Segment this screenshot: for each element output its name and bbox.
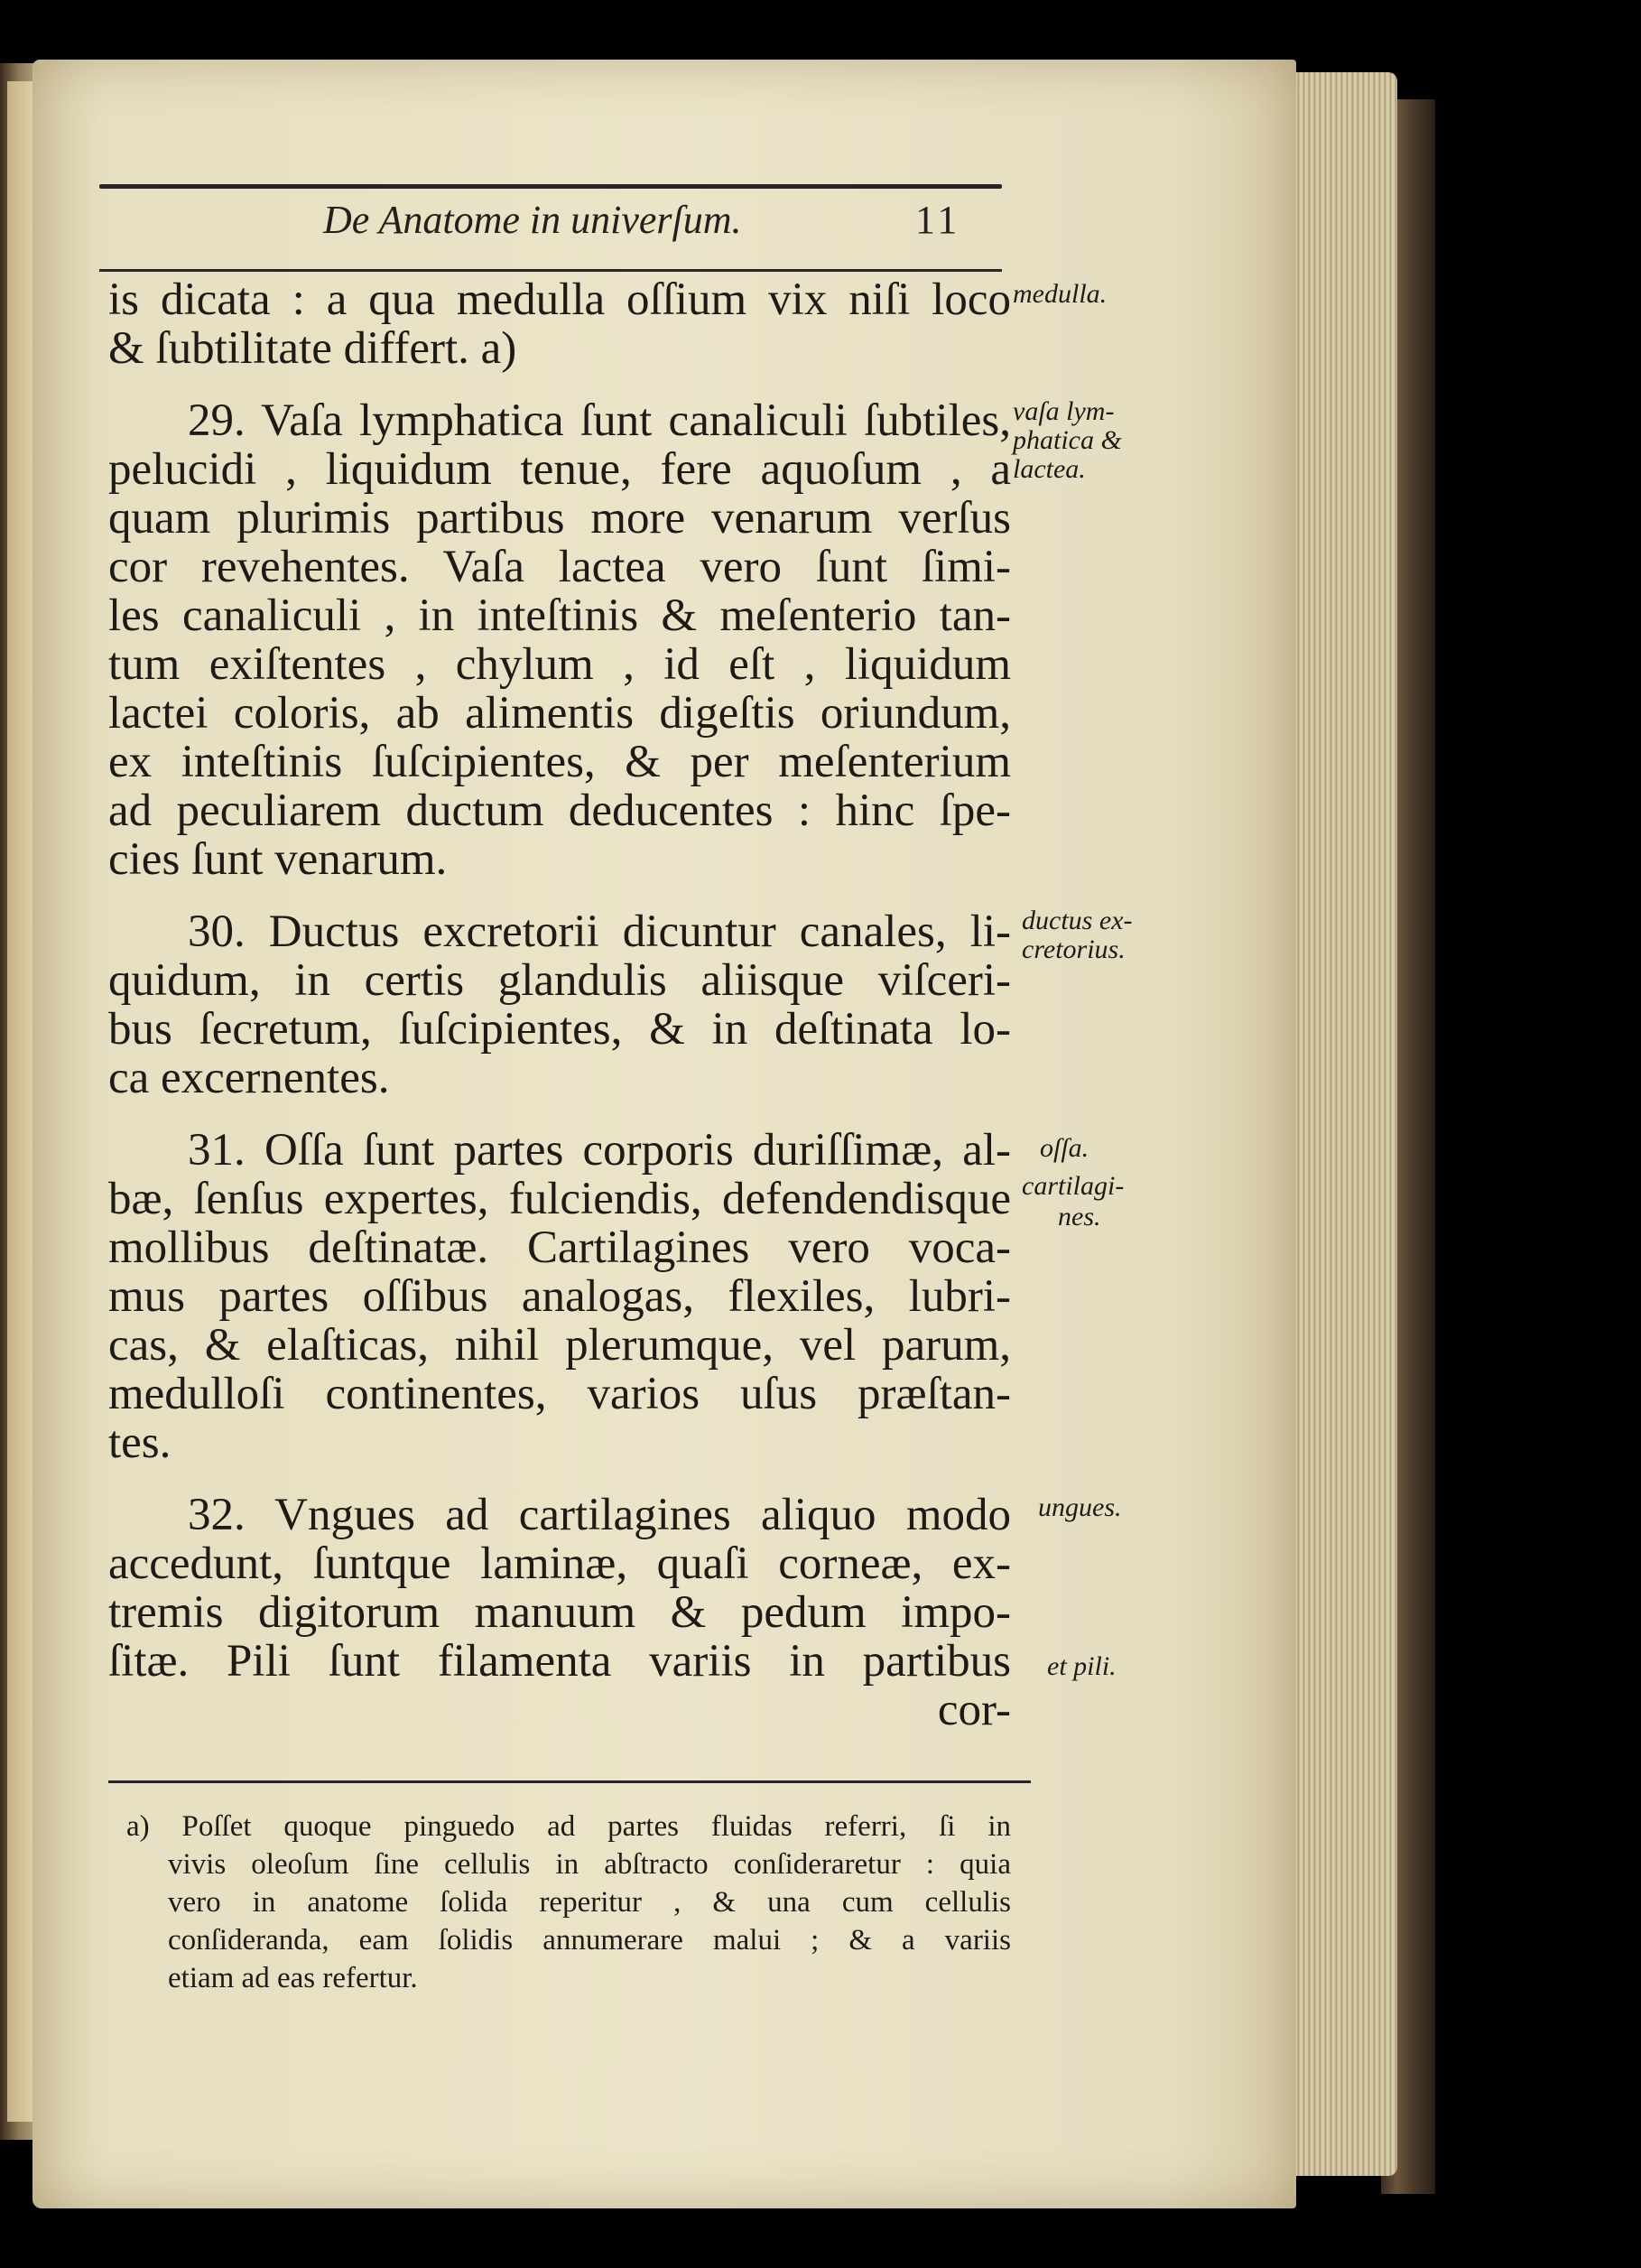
footnote-line: conſideranda, eam ſolidis annumerare malui ; & a variis xyxy=(168,1924,1011,1957)
text-line: accedunt, ſuntque laminæ, quaſi corneæ, ex- xyxy=(108,1538,1011,1589)
text-line: 32. Vngues ad cartilagines aliquo modo xyxy=(188,1490,1011,1540)
text-line: cas, & elaſticas, nihil plerumque, vel parum, xyxy=(108,1320,1011,1371)
text-line: ca excernentes. xyxy=(108,1053,390,1103)
margin-note-ossa: oſſa. xyxy=(1040,1133,1089,1163)
text-line: 29. Vaſa lymphatica ſunt canaliculi ſubtiles, xyxy=(188,395,1011,446)
running-head-title: De Anatome in univerſum. xyxy=(323,198,742,242)
text-line: cies ſunt venarum. xyxy=(108,834,448,885)
text-line: ſitæ. Pili ſunt filamenta variis in partibus xyxy=(108,1636,1011,1687)
margin-note-pili: et pili. xyxy=(1047,1651,1117,1681)
margin-note-ductus-2: cretorius. xyxy=(1022,934,1126,964)
footnote-line: etiam ad eas refertur. xyxy=(168,1962,418,1994)
text-line: cor revehentes. Vaſa lactea vero ſunt ſimi- xyxy=(108,542,1011,592)
footnote-line: vivis oleoſum ſine cellulis in abſtracto conſideraretur : quia xyxy=(168,1848,1011,1881)
footnote-line: a) Poſſet quoque pinguedo ad partes fluidas referri, ſi in xyxy=(126,1810,1011,1843)
footnote-rule xyxy=(108,1780,1031,1783)
margin-note-vasa-2: phatica & xyxy=(1013,425,1122,455)
paragraph-29 xyxy=(108,396,1011,884)
margin-note-medulla: medulla. xyxy=(1013,279,1108,309)
left-page-margin xyxy=(7,81,34,2122)
body-text xyxy=(108,275,1011,1734)
text-line: & ſubtilitate differt. a) xyxy=(108,323,517,374)
text-line: mollibus deſtinatæ. Cartilagines vero voca- xyxy=(108,1222,1011,1273)
header-rule-top xyxy=(99,184,1002,189)
footnote xyxy=(126,1808,1011,1997)
footnote-line: vero in anatome ſolida reperitur , & una cum cellulis xyxy=(168,1886,1011,1919)
text-line: les canaliculi , in inteſtinis & meſenterio tan- xyxy=(108,590,1011,641)
page-fore-edge xyxy=(1289,72,1397,2176)
paragraph-30 xyxy=(108,907,1011,1102)
text-line: mus partes oſſibus analogas, flexiles, lubri- xyxy=(108,1271,1011,1322)
text-line: quidum, in certis glandulis aliisque viſceri- xyxy=(108,955,1011,1006)
margin-note-ductus-1: ductus ex- xyxy=(1022,906,1133,935)
text-line: 30. Ductus excretorii dicuntur canales, li- xyxy=(188,906,1011,957)
text-line: bus ſecretum, ſuſcipientes, & in deſtinata lo- xyxy=(108,1004,1011,1055)
text-line: lactei coloris, ab alimentis digeſtis oriundum, xyxy=(108,688,1011,739)
margin-note-cartilagines-2: nes. xyxy=(1058,1202,1101,1232)
text-line: ex inteſtinis ſuſcipientes, & per meſenterium xyxy=(108,737,1011,787)
text-line: tes. xyxy=(108,1418,172,1468)
text-line: tum exiſtentes , chylum , id eſt , liquidum xyxy=(108,639,1011,690)
margin-note-ungues: ungues. xyxy=(1038,1492,1122,1522)
paragraph-31 xyxy=(108,1126,1011,1467)
margin-note-cartilagines-1: cartilagi- xyxy=(1022,1171,1125,1201)
page-number: 11 xyxy=(915,198,961,242)
text-line: medulloſi continentes, varios uſus præſtan- xyxy=(108,1369,1011,1419)
text-line: pelucidi , liquidum tenue, fere aquoſum , a xyxy=(108,444,1011,495)
paragraph-32 xyxy=(108,1491,1011,1734)
text-line: is dicata : a qua medulla oſſium vix niſi loco xyxy=(108,274,1011,325)
catchword: cor- xyxy=(937,1685,1011,1735)
text-line: ad peculiarem ductum deducentes : hinc ſpe- xyxy=(108,785,1011,836)
text-line: quam plurimis partibus more venarum verſus xyxy=(108,493,1011,544)
text-line: tremis digitorum manuum & pedum impo- xyxy=(108,1587,1011,1638)
paragraph-28-continued xyxy=(108,275,1011,373)
text-line: bæ, ſenſus expertes, fulciendis, defendendisque xyxy=(108,1174,1011,1224)
margin-note-vasa-1: vaſa lym- xyxy=(1013,396,1115,426)
header-rule-bottom xyxy=(99,269,1002,272)
text-line: 31. Oſſa ſunt partes corporis duriſſimæ, al- xyxy=(188,1125,1011,1176)
margin-note-vasa-3: lactea. xyxy=(1013,454,1086,484)
